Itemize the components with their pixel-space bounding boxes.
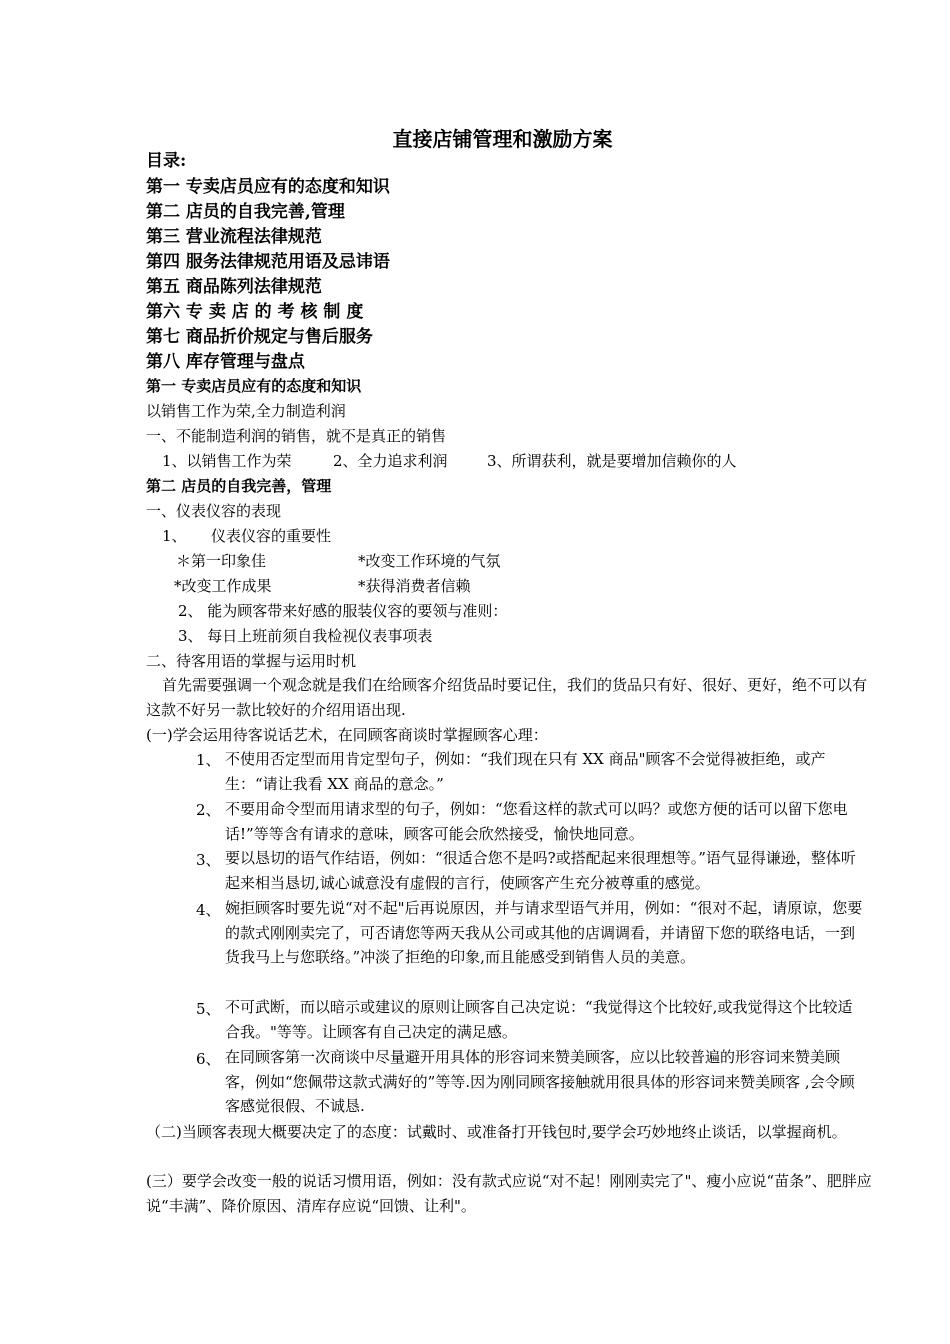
list-item: 1、以销售工作为荣 bbox=[162, 452, 292, 470]
list-item: 仪表仪容的重要性 bbox=[211, 527, 332, 545]
section-heading: 第二 店员的自我完善，管理 bbox=[146, 477, 332, 495]
list-item: 不使用否定型而用肯定型句子，例如：“我们现在只有 XX 商品"顾客不会觉得被拒绝，或产生：“请让我看 XX 商品的意念。” bbox=[225, 750, 826, 793]
toc-item: 第四 服务法律规范用语及忌讳语 bbox=[146, 252, 390, 272]
paragraph: 一、仪表仪容的表现 bbox=[146, 502, 282, 520]
toc-item: 第三 营业流程法律规范 bbox=[146, 227, 322, 247]
paragraph: 一、不能制造利润的销售，就不是真正的销售 bbox=[146, 427, 447, 445]
toc-item: 第一 专卖店员应有的态度和知识 bbox=[146, 177, 390, 197]
list-item: 2、全力追求利润 bbox=[333, 452, 448, 470]
paragraph: 首先需要强调一个观念就是我们在给顾客介绍货品时要记住，我们的货品只有好、很好、更好，绝不可以有这款不好另一款比较好的介绍用语出现. bbox=[146, 676, 868, 719]
list-item: 不要用命令型而用请求型的句子，例如：“您看这样的款式可以吗？或您方便的话可以留下您电话!”等等含有请求的意味，顾客可能会欣然接受，愉快地同意。 bbox=[225, 800, 848, 843]
bullet-item: *获得消费者信赖 bbox=[358, 577, 471, 595]
list-number: 6、 bbox=[196, 1050, 221, 1068]
toc-item: 第六 专 卖 店 的 考 核 制 度 bbox=[146, 302, 364, 322]
bullet-item: *改变工作成果 bbox=[174, 577, 272, 595]
bullet-item: *改变工作环境的气氛 bbox=[358, 552, 501, 570]
list-item: 3、 每日上班前须自我检视仪表事项表 bbox=[178, 627, 433, 645]
list-number: 2、 bbox=[196, 801, 221, 819]
toc-item: 第五 商品陈列法律规范 bbox=[146, 277, 322, 297]
toc-heading: 目录: bbox=[146, 151, 187, 171]
list-number: 5、 bbox=[196, 1000, 221, 1018]
paragraph: (一)学会运用待客说话艺术，在同顾客商谈时掌握顾客心理： bbox=[146, 726, 548, 744]
list-item: 3、所谓获利，就是要增加信赖你的人 bbox=[487, 452, 737, 470]
toc-item: 第八 库存管理与盘点 bbox=[146, 352, 305, 372]
section-heading: 第一 专卖店员应有的态度和知识 bbox=[146, 377, 362, 395]
list-item: 2、 能为顾客带来好感的服装仪容的要领与准则： bbox=[178, 602, 508, 620]
paragraph: 以销售工作为荣,全力制造利润 bbox=[146, 402, 346, 420]
document-title: 直接店铺管理和激励方案 bbox=[392, 127, 613, 151]
list-item: 在同顾客第一次商谈中尽量避开用具体的形容词来赞美顾客，应以比较普遍的形容词来赞美顾客，例如“您佩带这款式满好的”等等.因为刚同顾客接触就用很具体的形容词来赞美顾客 ,会令顾客感觉很假、不诚恳. bbox=[225, 1048, 855, 1115]
bullet-item: ＊第一印象佳 bbox=[176, 552, 267, 570]
list-number: 1、 bbox=[162, 527, 187, 545]
paragraph: 二、待客用语的掌握与运用时机 bbox=[146, 652, 357, 670]
list-number: 4、 bbox=[196, 901, 221, 919]
list-item: 不可武断，而以暗示或建议的原则让顾客自己决定说：“我觉得这个比较好,或我觉得这个比较适合我。"等等。让顾客有自己决定的满足感。 bbox=[225, 998, 853, 1041]
list-item: 婉拒顾客时要先说“对不起"后再说原因，并与请求型语气并用，例如：“很对不起，请原谅，您要的款式刚刚卖完了，可否请您等两天我从公司或其他的店调调看，并请留下您的联络电话，一到货我马上与您联络。”冲淡了拒绝的印象,而且能感受到销售人员的美意。 bbox=[225, 899, 863, 966]
list-number: 1、 bbox=[196, 751, 221, 769]
toc-item: 第七 商品折价规定与售后服务 bbox=[146, 327, 373, 347]
list-item: 要以恳切的语气作结语，例如：“很适合您不是吗?或搭配起来很理想等。”语气显得谦逊，整体听起来相当恳切,诚心诚意没有虚假的言行，使顾客产生充分被尊重的感觉。 bbox=[225, 849, 856, 892]
toc-item: 第二 店员的自我完善,管理 bbox=[146, 202, 345, 222]
list-number: 3、 bbox=[196, 851, 221, 869]
paragraph: （二)当顾客表现大概要决定了的态度：试戴时、或准备打开钱包时,要学会巧妙地终止谈话，以掌握商机。 bbox=[146, 1123, 847, 1141]
paragraph: (三）要学会改变一般的说话习惯用语，例如：没有款式应说“对不起！刚刚卖完了"、瘦小应说“苗条”、肥胖应说“丰满”、降价原因、清库存应说“回馈、让利"。 bbox=[146, 1172, 872, 1215]
